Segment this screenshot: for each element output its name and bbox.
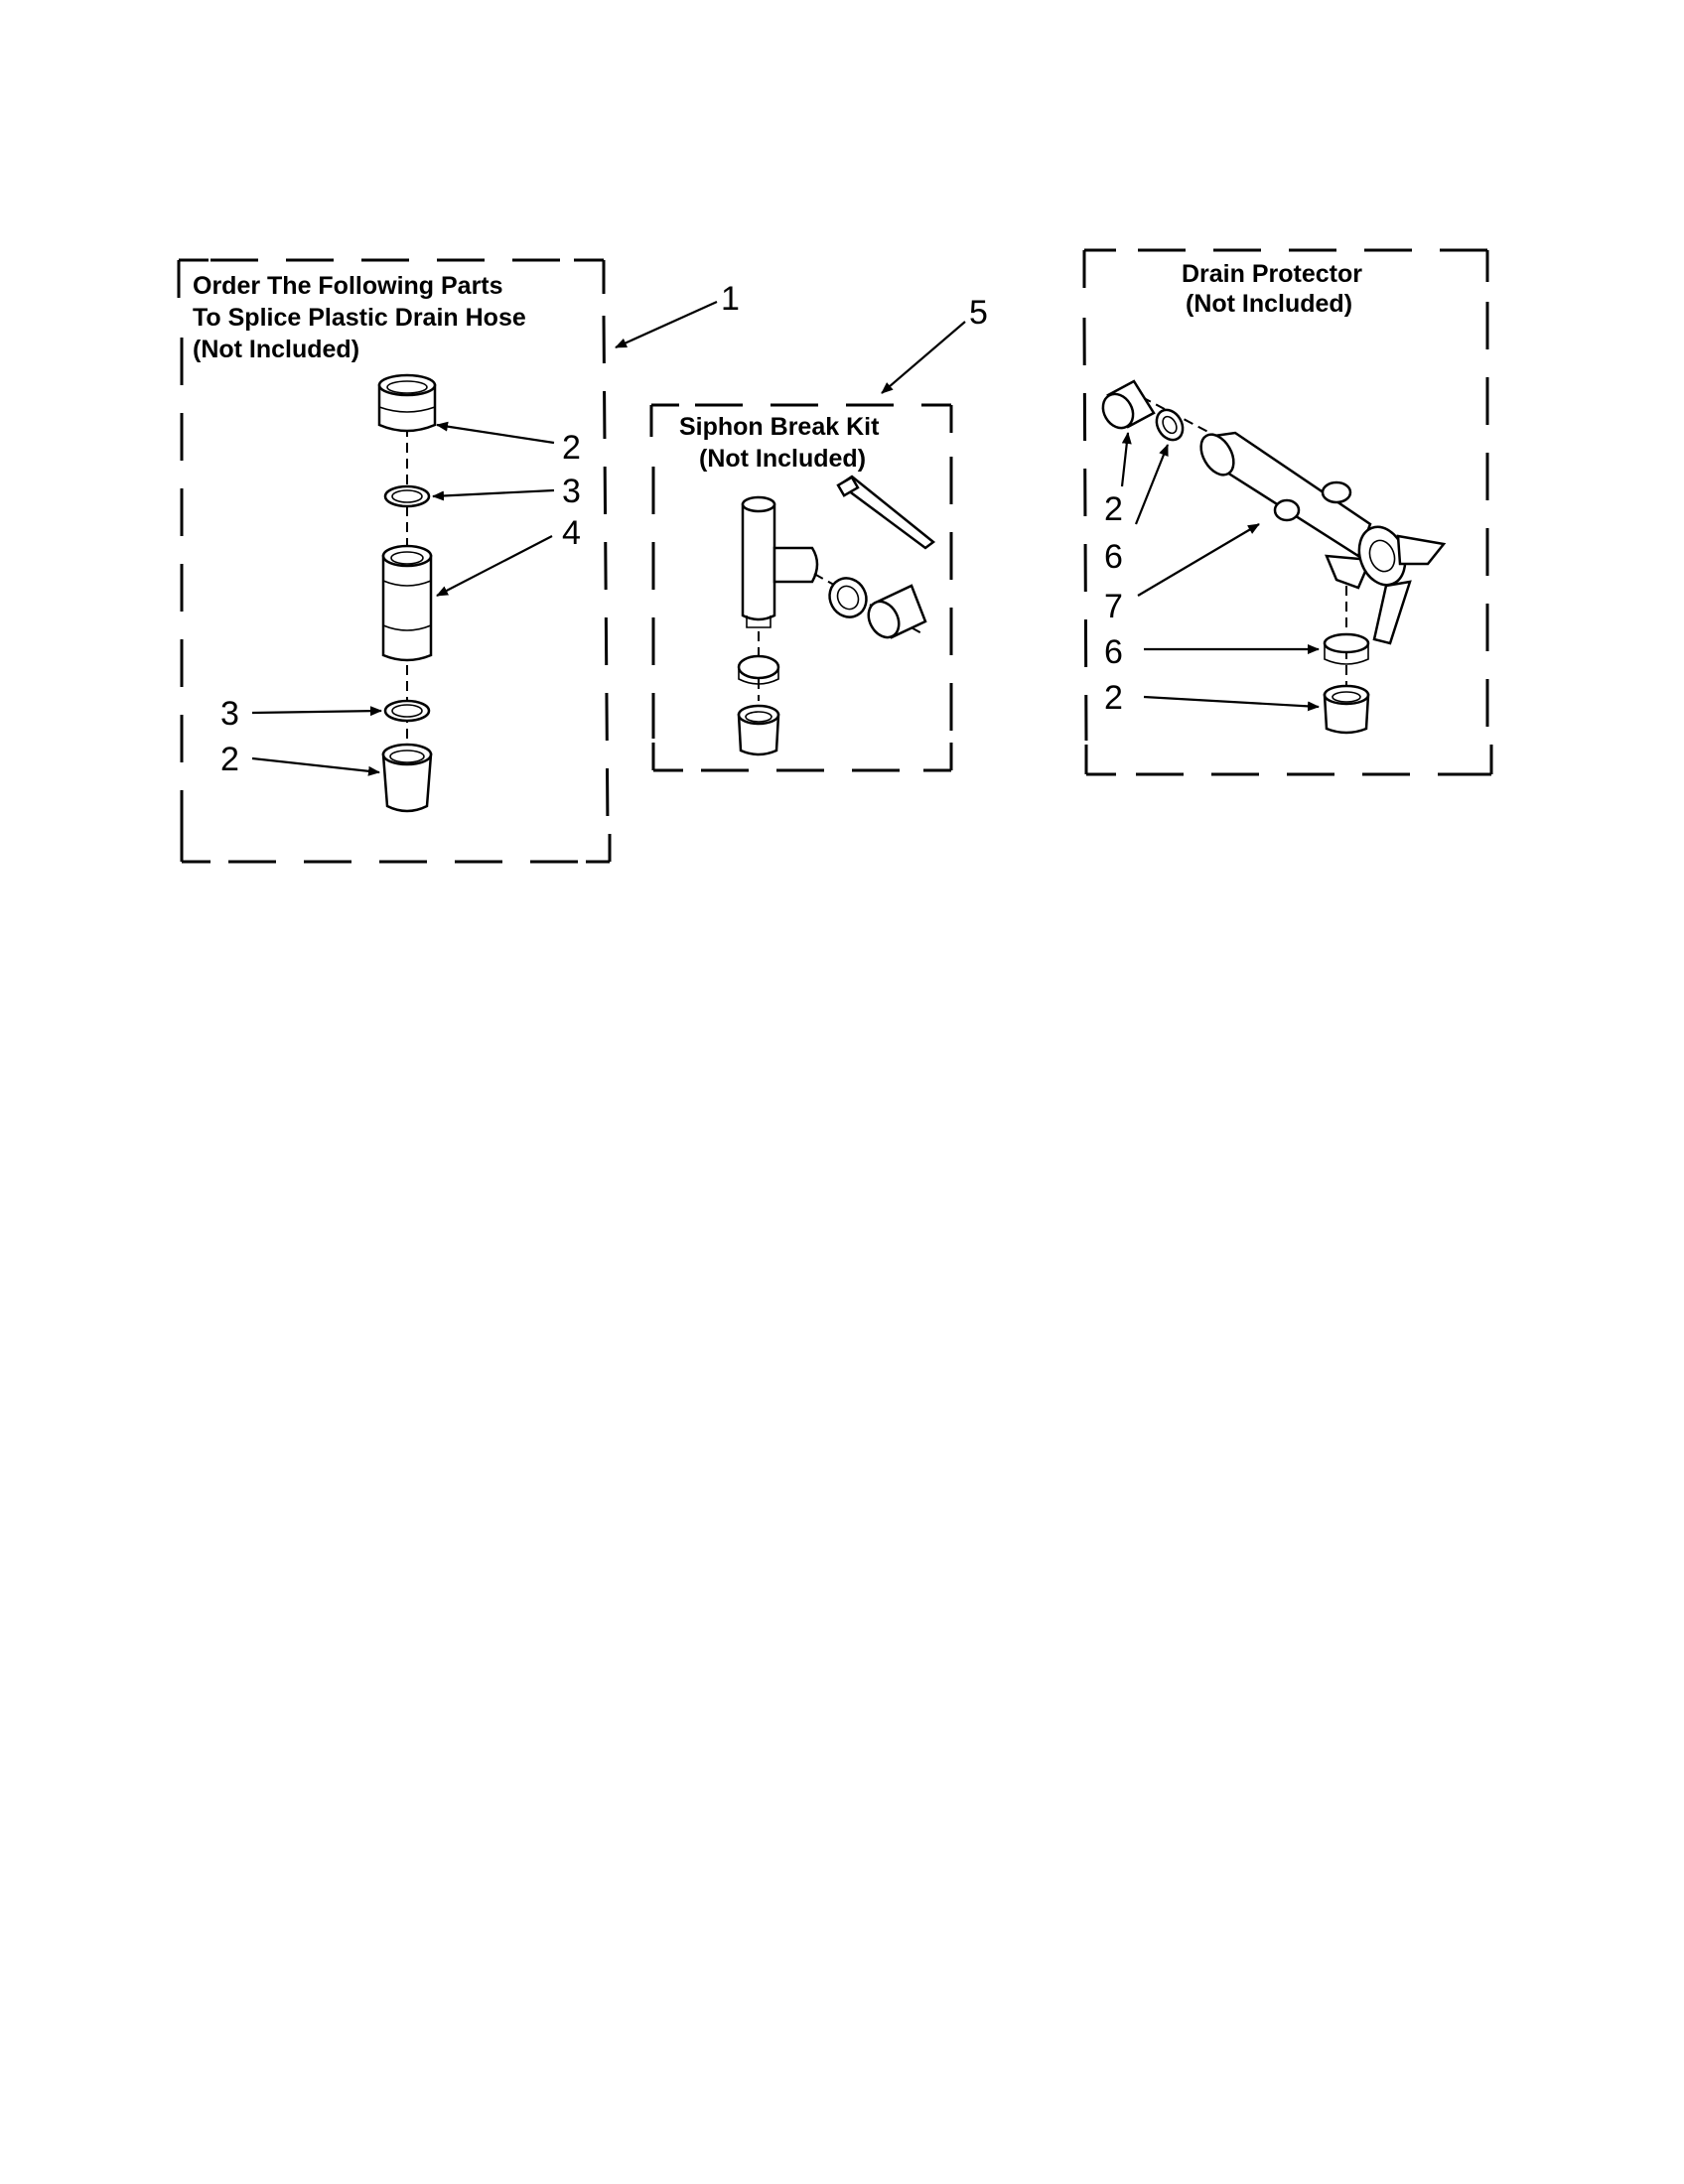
- top-hose-clamp: [385, 486, 429, 506]
- callout-1-leader: [616, 302, 717, 347]
- siphon-title-line-1: Siphon Break Kit: [679, 413, 880, 441]
- siphon-bottom-connector: [739, 706, 778, 754]
- hose-coupling: [383, 546, 431, 660]
- callout-drain-6-top: 6: [1104, 538, 1123, 576]
- drain-upper-connector: [1097, 381, 1154, 434]
- siphon-side-clamp: [823, 572, 874, 623]
- drain-upper-clamp: [1152, 405, 1189, 445]
- callout-2-bottom: 2: [220, 741, 239, 778]
- callout-drain-6-bottom: 6: [1104, 633, 1123, 671]
- callout-5: 5: [969, 294, 988, 332]
- callout-2-top: 2: [562, 429, 581, 467]
- callout-1: 1: [721, 280, 740, 318]
- callout-3-bottom: 3: [220, 695, 239, 733]
- callout-5-leader: [882, 322, 965, 393]
- callout-drain-2-top-leader: [1122, 433, 1128, 486]
- callout-4: 4: [562, 514, 581, 552]
- callout-3-bottom-leader: [252, 711, 381, 713]
- drain-lower-connector: [1325, 686, 1368, 733]
- callout-3-top-leader: [433, 490, 554, 496]
- callout-drain-7: 7: [1104, 588, 1123, 625]
- callout-drain-7-leader: [1138, 524, 1259, 596]
- splice-title-line-3: (Not Included): [193, 336, 360, 363]
- bottom-hose-clamp: [385, 701, 429, 721]
- drain-protector-panel: [1084, 250, 1491, 774]
- drain-protector-body: [1194, 429, 1444, 643]
- callout-drain-6-top-leader: [1136, 445, 1168, 524]
- callout-drain-2-top: 2: [1104, 490, 1123, 528]
- splice-title-line-2: To Splice Plastic Drain Hose: [193, 304, 526, 332]
- siphon-title-line-2: (Not Included): [699, 445, 867, 473]
- drain-title-line-2: (Not Included): [1186, 290, 1353, 318]
- drain-title-line-1: Drain Protector: [1182, 260, 1362, 288]
- bottom-hose-connector: [383, 745, 431, 811]
- callout-2-bottom-leader: [252, 758, 379, 772]
- drain-lower-clamp: [1325, 634, 1368, 664]
- siphon-cable-tie: [838, 477, 933, 548]
- siphon-break-kit-panel: [651, 294, 988, 770]
- callout-3-top: 3: [562, 473, 581, 510]
- callout-4-leader: [437, 536, 552, 596]
- callout-drain-2-bottom: 2: [1104, 679, 1123, 717]
- top-hose-connector: [379, 375, 435, 431]
- siphon-side-connector: [863, 586, 925, 642]
- splice-title-line-1: Order The Following Parts: [193, 272, 503, 300]
- siphon-tee-fitting: [743, 497, 817, 627]
- callout-2-top-leader: [437, 425, 554, 443]
- callout-drain-2-bottom-leader: [1144, 697, 1319, 707]
